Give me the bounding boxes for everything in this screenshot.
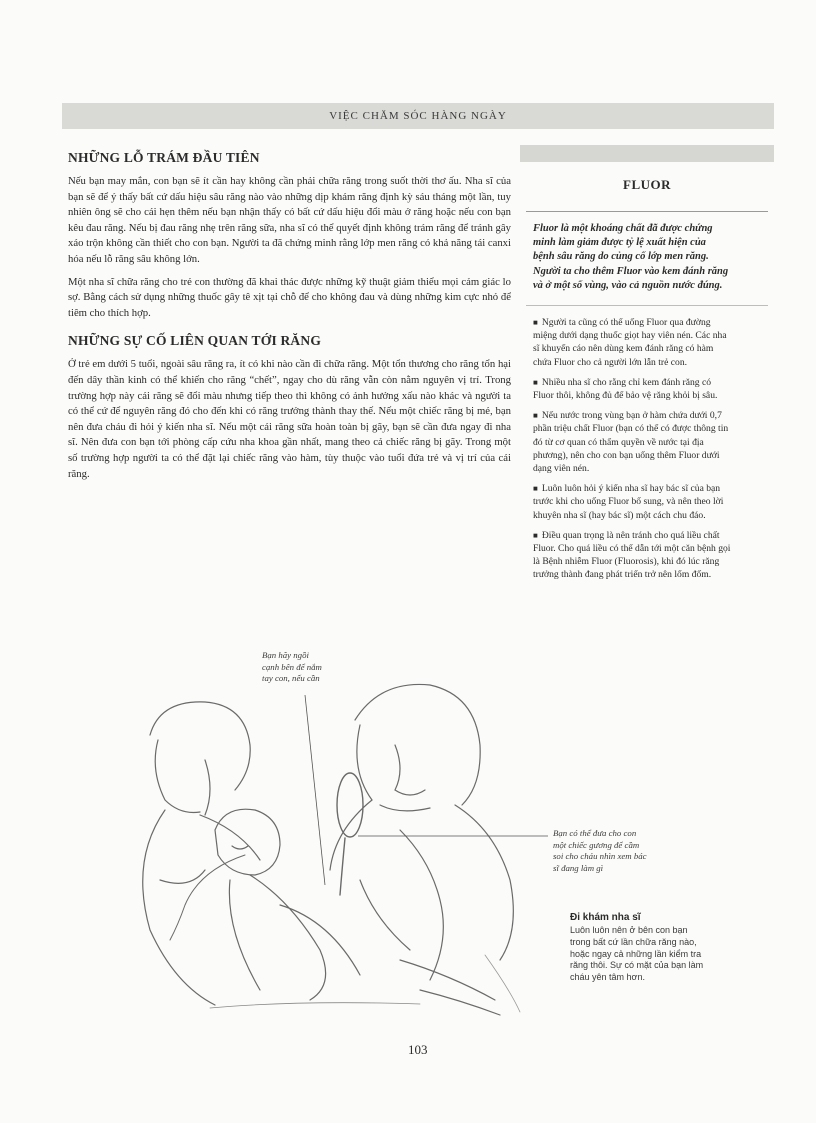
sidebar-title: FLUOR [623,177,671,192]
section-title-first-fillings: NHỮNG LỖ TRÁM ĐẦU TIÊN [68,150,260,165]
square-bullet-icon: ■ [533,530,538,540]
sidebar-bullet: ■ Nhiều nha sĩ cho rằng chỉ kem đánh răng có Fluor thôi, không đủ để bảo vệ răng khỏi bị sâu. [533,376,718,402]
square-bullet-icon: ■ [533,411,538,421]
sidebar-bullet: ■ Nếu nước trong vùng bạn ở hàm chứa dưới 0,7 phần triệu chất Fluor (bạn có thể có được thông tin đó từ cơ quan có thẩm quyền về nước tại địa phương), nên cho con bạn uống thêm Fluor dưới dạng viên nén. [533,410,729,475]
caption-hold-hand: Bạn hãy ngồi cạnh bên để nắm tay con, nếu cần [262,650,322,683]
running-header: VIỆC CHĂM SÓC HÀNG NGÀY [62,103,774,129]
page-number: 103 [408,1042,428,1057]
paragraph: Một nha sĩ chữa răng cho trẻ con thường đã khai thác được những kỹ thuật giảm thiểu mọi cảm giác lo sợ. Bằng cách sử dụng những thuốc gây tê xịt tại chỗ để cho không đau và dùng những kim cực nhỏ để tiêm cho thích hợp. [68,275,511,319]
square-bullet-icon: ■ [533,377,538,387]
visit-dentist-title: Đi khám nha sĩ [570,912,641,923]
visit-dentist-text: Luôn luôn nên ở bên con bạn trong bất cứ lần chữa răng nào, hoặc ngay cả những lần kiểm tra răng thôi. Sự có mặt của bạn làm cháu yên tâm hơn. [570,925,704,983]
paragraph: Ở trẻ em dưới 5 tuổi, ngoài sâu răng ra, ít có khi nào cần đi chữa răng. Một tổn thương cho răng tổn hại đến dây thần kinh có thể khiến cho răng “chết”, ngay cho dù răng vẫn còn nằm nguyên vị trí. Trong trường hợp này cái răng sẽ đổi màu nhưng tiếp theo thì không có ảnh hưởng xấu nào khác và người ta có thể cứ để nguyên răng đó cho đến khi có răng trưởng thành thay thế. Nếu một chiếc răng bị mẻ, bạn nên đưa cháu đi hỏi ý kiến nha sĩ. Nếu một cái răng sữa hoàn toàn bị gãy, bạn sẽ cần đưa ngay đi nha sĩ. Nên đưa con bạn tới phòng cấp cứu nha khoa gần nhất, mang theo cả chiếc răng bị gãy. Trong một số trường hợp người ta có thể đặt lại chiếc răng vào hàm, tùy thuộc vào tuổi đứa trẻ và vị trí của cái răng. [68,358,511,480]
sidebar-bullet: ■ Điều quan trọng là nên tránh cho quá liều chất Fluor. Cho quá liều có thể dẫn tới một căn bệnh gọi là Bệnh nhiễm Fluor (Fluorosis), khi đó lúc răng trưởng thành đang phát triển trở nên lốm đốm. [533,529,731,581]
square-bullet-icon: ■ [533,484,538,494]
paragraph: Nếu bạn may mắn, con bạn sẽ ít cần hay không cần phải chữa răng trong suốt thời thơ ấu. Nha sĩ của bạn sẽ để ý thấy bất cứ dấu hiệu sâu răng nào vào những dịp khám răng định kỳ sáu tháng một lần, tuy nhiên ông sẽ cho cái hẹn thêm nếu bạn nhận thấy có bất cứ dấu hiệu đổi màu ở răng hoặc nếu con bạn kêu đau răng. Nếu bị đau răng nhẹ trên răng sữa, nha sĩ có thể quyết định không trám răng để tránh gây xáo trộn không cần thiết cho con bạn. Người ta đã chứng minh rằng lớp men răng có khả năng tái canxi hóa nếu lỗ răng sâu không lớn. [68,175,511,265]
sidebar-bullet: ■ Luôn luôn hỏi ý kiến nha sĩ hay bác sĩ của bạn trước khi cho uống Fluor bổ sung, và nên theo lời khuyên nha sĩ (hay bác sĩ) một cách chu đáo. [533,483,724,521]
section-title-dental-problems: NHỮNG SỰ CỐ LIÊN QUAN TỚI RĂNG [68,333,322,349]
sidebar-intro: Fluor là một khoáng chất đã được chứng minh làm giảm được tỷ lệ xuất hiện của bệnh sâu răng do củng cố lớp men răng. Người ta cho thêm Fluor vào kem đánh răng và ở một số vùng, vào cả nguồn nước đúng. [533,223,729,291]
square-bullet-icon: ■ [533,318,538,328]
sidebar-bullet: ■ Người ta cũng có thể uống Fluor qua đường miệng dưới dạng thuốc giọt hay viên nén. Các nha sĩ khuyến cáo nên dùng kem đánh răng có hàm chứa Fluor cho cả người lớn lẫn trẻ con. [533,317,727,368]
caption-mirror: Bạn có thể đưa cho con một chiếc gương để cầm soi cho cháu nhìn xem bác sĩ đang làm gì [553,828,647,873]
